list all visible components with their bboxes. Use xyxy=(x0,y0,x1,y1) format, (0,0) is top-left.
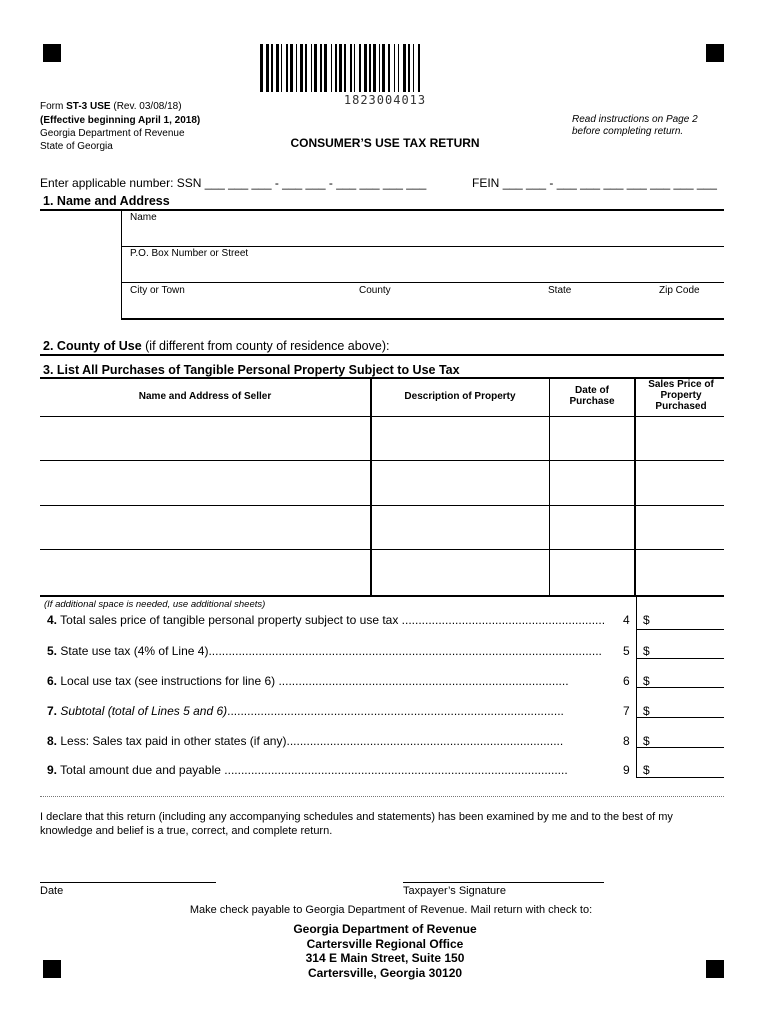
line-description: Less: Sales tax paid in other states (if any) xyxy=(60,734,287,748)
currency-symbol: $ xyxy=(643,644,650,658)
mailing-address xyxy=(0,922,770,980)
line-reference-number: 6 xyxy=(623,674,630,688)
line-item-8 xyxy=(47,734,632,748)
line-reference-number: 9 xyxy=(623,763,630,777)
amount-rule xyxy=(637,687,724,688)
line-reference-number: 7 xyxy=(623,704,630,718)
street-rule xyxy=(121,282,724,283)
barcode-bar xyxy=(350,44,352,92)
barcode-bar xyxy=(305,44,307,92)
form-id-line xyxy=(40,101,182,113)
street-label: P.O. Box Number or Street xyxy=(130,248,249,259)
barcode-bar xyxy=(388,44,390,92)
line-reference-number: 4 xyxy=(623,613,630,627)
purchase-row[interactable] xyxy=(40,550,724,594)
amount-rule xyxy=(637,629,724,630)
line-description: Total sales price of tangible personal property subject to use tax xyxy=(60,613,399,627)
line-item-4 xyxy=(47,613,632,627)
line-item-5 xyxy=(47,644,632,658)
barcode-bar xyxy=(418,44,420,92)
form-effective: (Effective beginning April 1, 2018) xyxy=(40,115,201,126)
barcode-bar xyxy=(311,44,312,92)
section-1-top-rule xyxy=(40,209,724,211)
barcode-bar xyxy=(339,44,342,92)
amount-input-line-6[interactable] xyxy=(654,672,724,687)
form-state: State of Georgia xyxy=(40,141,113,152)
date-label: Date xyxy=(40,885,64,897)
city-state-zip-input[interactable] xyxy=(122,297,724,318)
barcode-bar xyxy=(398,44,399,92)
barcode-bar xyxy=(403,44,406,92)
section-3-title: List All Purchases of Tangible Personal Property Subject to Use Tax xyxy=(56,363,460,377)
section-2-heading xyxy=(43,339,389,353)
registration-mark-top-right xyxy=(706,44,724,62)
name-rule xyxy=(121,246,724,247)
column-header-sales-price: Sales Price of Property Purchased xyxy=(648,379,714,412)
section-1-heading xyxy=(43,194,170,208)
taxpayer-signature-line xyxy=(403,882,604,883)
declaration-text: I declare that this return (including any accompanying schedules and statements) has been examined by me and to the best of my knowledge and belief is a true, correct, and complete return. xyxy=(40,811,673,837)
instructions-note-line1: Read instructions on Page 2 xyxy=(572,114,698,125)
fein-label: FEIN xyxy=(472,176,500,190)
currency-symbol: $ xyxy=(643,763,650,777)
barcode-bar xyxy=(344,44,346,92)
taxpayer-signature-input[interactable] xyxy=(403,866,604,882)
barcode-bar xyxy=(394,44,395,92)
barcode-bar xyxy=(320,44,322,92)
amount-input-line-5[interactable] xyxy=(654,642,724,658)
purchase-row[interactable] xyxy=(40,417,724,460)
form-title: CONSUMER’S USE TAX RETURN xyxy=(290,136,480,150)
line-item-9 xyxy=(47,763,632,777)
barcode-bars xyxy=(258,44,512,92)
line-item-6 xyxy=(47,674,632,688)
barcode-bar xyxy=(413,44,414,92)
city-label: City or Town xyxy=(130,285,185,296)
name-label: Name xyxy=(130,212,157,223)
barcode-number: 1823004013 xyxy=(343,93,427,107)
line-description: Subtotal (total of Lines 5 and 6) xyxy=(60,704,228,718)
registration-mark-top-left xyxy=(43,44,61,62)
amount-rule xyxy=(637,717,724,718)
currency-symbol: $ xyxy=(643,704,650,718)
barcode-bar xyxy=(324,44,327,92)
amount-column-divider xyxy=(636,596,637,778)
barcode-bar xyxy=(281,44,282,92)
form-revision: (Rev. 03/08/18) xyxy=(113,101,182,112)
leader-dots: ...................................................................................................................... xyxy=(208,644,602,658)
barcode-bar xyxy=(314,44,317,92)
barcode-bar xyxy=(335,44,337,92)
barcode-bar xyxy=(408,44,410,92)
barcode-bar xyxy=(290,44,293,92)
section-1-number: 1. xyxy=(43,194,54,208)
line-number: 7. xyxy=(47,704,58,718)
mailing-address-line2: Cartersville Regional Office xyxy=(306,936,464,951)
currency-symbol: $ xyxy=(643,674,650,688)
state-label: State xyxy=(548,285,572,296)
fein-blanks: ___ ___ - ___ ___ ___ ___ ___ ___ ___ xyxy=(502,176,717,190)
barcode xyxy=(258,44,512,92)
declaration-separator xyxy=(40,796,724,797)
currency-symbol: $ xyxy=(643,613,650,627)
section-1-bottom-rule xyxy=(121,318,724,320)
line-number: 5. xyxy=(47,644,58,658)
amount-rule xyxy=(637,777,724,778)
barcode-bar xyxy=(359,44,361,92)
leader-dots: ....................................................................................................... xyxy=(220,763,568,777)
leader-dots: ................................................................................... xyxy=(286,734,564,748)
mailing-address-line1: Georgia Department of Revenue xyxy=(293,922,477,936)
line-description: Local use tax (see instructions for line 6) xyxy=(60,674,276,688)
date-input[interactable] xyxy=(40,866,216,882)
line-number: 4. xyxy=(47,613,58,627)
amount-input-line-9[interactable] xyxy=(654,761,724,777)
barcode-bar xyxy=(266,44,269,92)
ssn-blanks: ___ ___ ___ - ___ ___ - ___ ___ ___ ___ xyxy=(204,176,427,190)
fein-field[interactable] xyxy=(472,176,717,190)
date-signature-line xyxy=(40,882,216,883)
amount-input-line-7[interactable] xyxy=(654,702,724,717)
line-item-7 xyxy=(47,704,632,718)
county-of-use-input[interactable] xyxy=(395,336,723,354)
column-header-description: Description of Property xyxy=(404,391,516,402)
barcode-bar xyxy=(260,44,263,92)
barcode-bar xyxy=(296,44,297,92)
barcode-bar xyxy=(300,44,303,92)
line-reference-number: 8 xyxy=(623,734,630,748)
mailing-address-line3: 314 E Main Street, Suite 150 xyxy=(305,951,465,965)
barcode-bar xyxy=(286,44,288,92)
amount-input-line-4[interactable] xyxy=(654,611,724,629)
barcode-bar xyxy=(271,44,273,92)
zip-label: Zip Code xyxy=(659,285,700,296)
section-2-number: 2. xyxy=(43,339,54,353)
barcode-bar xyxy=(331,44,332,92)
mailing-address-line4: Cartersville, Georgia 30120 xyxy=(307,965,463,980)
amount-rule xyxy=(637,747,724,748)
barcode-bar xyxy=(369,44,371,92)
purchases-table-bottom-rule xyxy=(40,595,724,597)
purchases-table-top-rule xyxy=(40,377,724,379)
payment-instruction: Make check payable to Georgia Department of Revenue. Mail return with check to: xyxy=(189,904,593,916)
barcode-bar xyxy=(379,44,380,92)
form-id: ST-3 USE xyxy=(66,101,111,112)
currency-symbol: $ xyxy=(643,734,650,748)
line-number: 6. xyxy=(47,674,58,688)
leader-dots: ............................................................. xyxy=(398,613,606,627)
barcode-bar xyxy=(276,44,279,92)
section-3-heading xyxy=(43,363,460,377)
line-number: 9. xyxy=(47,763,58,777)
line-description: State use tax (4% of Line 4) xyxy=(60,644,209,658)
column-header-seller: Name and Address of Seller xyxy=(138,391,272,402)
form-label: Form xyxy=(40,101,64,112)
line-reference-number: 5 xyxy=(623,644,630,658)
purchase-row[interactable] xyxy=(40,506,724,549)
barcode-bar xyxy=(354,44,355,92)
section-2-subtitle: (if different from county of residence above): xyxy=(145,339,390,353)
taxpayer-signature-label: Taxpayer’s Signature xyxy=(403,885,506,897)
form-department: Georgia Department of Revenue xyxy=(40,128,185,139)
barcode-bar xyxy=(373,44,376,92)
leader-dots: ..................................................................................................... xyxy=(227,704,564,718)
line-description: Total amount due and payable xyxy=(60,763,221,777)
additional-sheets-note: (If additional space is needed, use additional sheets) xyxy=(44,599,266,610)
section-2-title: County of Use xyxy=(56,339,142,353)
section-1-title: Name and Address xyxy=(56,194,170,208)
barcode-bar xyxy=(364,44,367,92)
line-number: 8. xyxy=(47,734,58,748)
ssn-label: Enter applicable number: SSN xyxy=(40,176,202,190)
section-3-number: 3. xyxy=(43,363,54,377)
leader-dots: ....................................................................................... xyxy=(275,674,569,688)
instructions-note-line2: before completing return. xyxy=(572,126,684,137)
amount-rule xyxy=(637,658,724,659)
purchase-row[interactable] xyxy=(40,461,724,505)
barcode-bar xyxy=(382,44,385,92)
column-header-date: Date of Purchase xyxy=(569,385,615,407)
name-input[interactable] xyxy=(122,224,724,246)
county-label: County xyxy=(359,285,391,296)
section-2-rule xyxy=(40,354,724,356)
ssn-field[interactable] xyxy=(40,176,426,190)
street-input[interactable] xyxy=(122,260,724,282)
amount-input-line-8[interactable] xyxy=(654,732,724,747)
